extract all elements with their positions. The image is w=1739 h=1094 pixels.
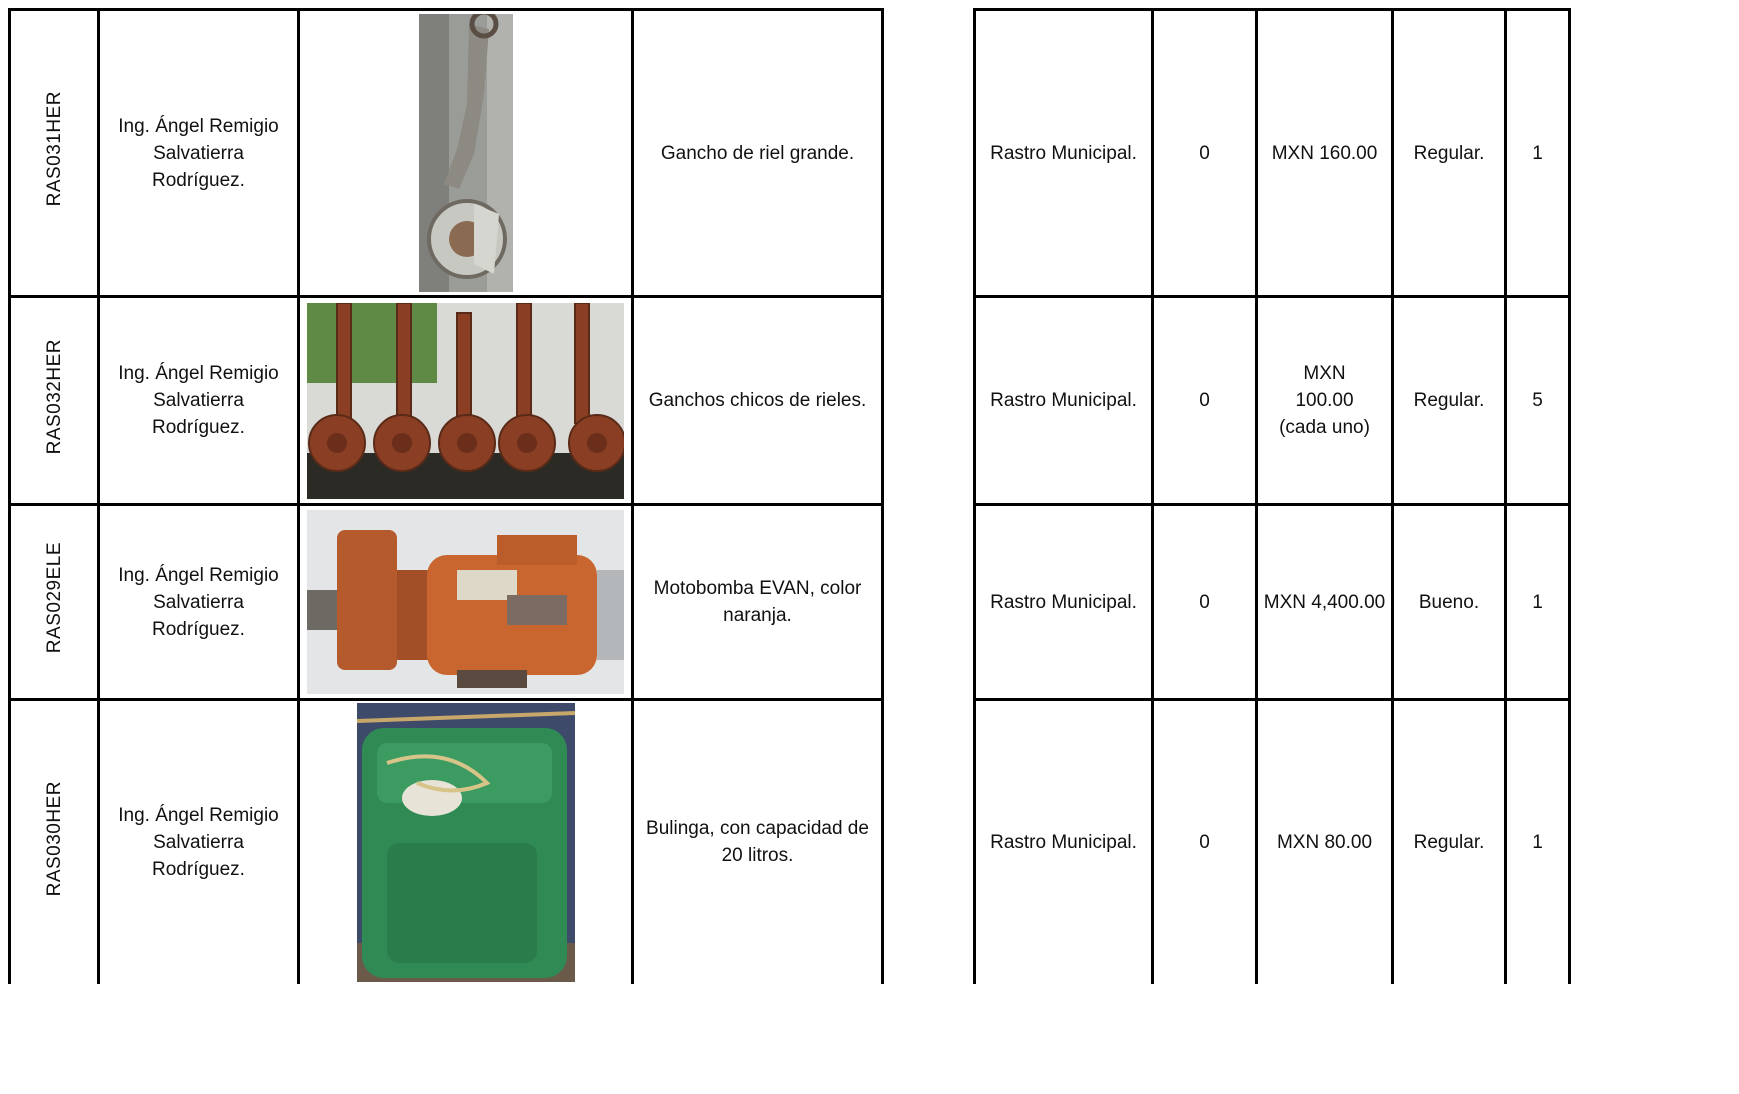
- motor-pump-photo: [307, 510, 624, 694]
- photo-cell: [299, 505, 633, 700]
- rail-hook-large-photo: [419, 14, 513, 292]
- table-row: [10, 10, 883, 297]
- responsible-cell: Ing. Ángel Remigio Salvatierra Rodríguez.: [99, 10, 299, 297]
- description-cell: Bulinga, con capacidad de 20 litros.: [633, 700, 883, 984]
- zero-cell: 0: [1153, 700, 1257, 984]
- condition-cell: Regular.: [1393, 297, 1506, 505]
- description-cell: Motobomba EVAN, color naranja.: [633, 505, 883, 700]
- table-row: [975, 10, 1570, 297]
- zero-cell: 0: [1153, 10, 1257, 297]
- description-cell: Gancho de riel grande.: [633, 10, 883, 297]
- quantity-cell: 1: [1506, 700, 1570, 984]
- code-cell: RAS031HER: [10, 10, 99, 297]
- table-row: [975, 700, 1570, 984]
- jerrycan-photo: [357, 703, 575, 982]
- description-cell: Ganchos chicos de rieles.: [633, 297, 883, 505]
- responsible-cell: Ing. Ángel Remigio Salvatierra Rodríguez.: [99, 297, 299, 505]
- code-cell: RAS030HER: [10, 700, 99, 984]
- table-row: [975, 297, 1570, 505]
- value-cell: MXN 80.00: [1257, 700, 1393, 984]
- quantity-cell: 5: [1506, 297, 1570, 505]
- location-cell: Rastro Municipal.: [975, 505, 1153, 700]
- code-cell: RAS032HER: [10, 297, 99, 505]
- value-cell: MXN 100.00 (cada uno): [1257, 297, 1393, 505]
- responsible-cell: Ing. Ángel Remigio Salvatierra Rodríguez.: [99, 700, 299, 984]
- inventory-table-right: [973, 8, 1571, 984]
- zero-cell: 0: [1153, 297, 1257, 505]
- table-row: [10, 700, 883, 984]
- table-row: [10, 505, 883, 700]
- condition-cell: Regular.: [1393, 10, 1506, 297]
- value-cell: MXN 4,400.00: [1257, 505, 1393, 700]
- table-row: [975, 505, 1570, 700]
- quantity-cell: 1: [1506, 10, 1570, 297]
- location-cell: Rastro Municipal.: [975, 10, 1153, 297]
- quantity-cell: 1: [1506, 505, 1570, 700]
- inventory-table-left: [8, 8, 884, 984]
- photo-cell: [299, 297, 633, 505]
- condition-cell: Regular.: [1393, 700, 1506, 984]
- value-cell: MXN 160.00: [1257, 10, 1393, 297]
- condition-cell: Bueno.: [1393, 505, 1506, 700]
- table-row: [10, 297, 883, 505]
- responsible-cell: Ing. Ángel Remigio Salvatierra Rodríguez.: [99, 505, 299, 700]
- location-cell: Rastro Municipal.: [975, 700, 1153, 984]
- rail-hooks-small-photo: [307, 303, 624, 499]
- photo-cell: [299, 700, 633, 984]
- zero-cell: 0: [1153, 505, 1257, 700]
- location-cell: Rastro Municipal.: [975, 297, 1153, 505]
- code-cell: RAS029ELE: [10, 505, 99, 700]
- photo-cell: [299, 10, 633, 297]
